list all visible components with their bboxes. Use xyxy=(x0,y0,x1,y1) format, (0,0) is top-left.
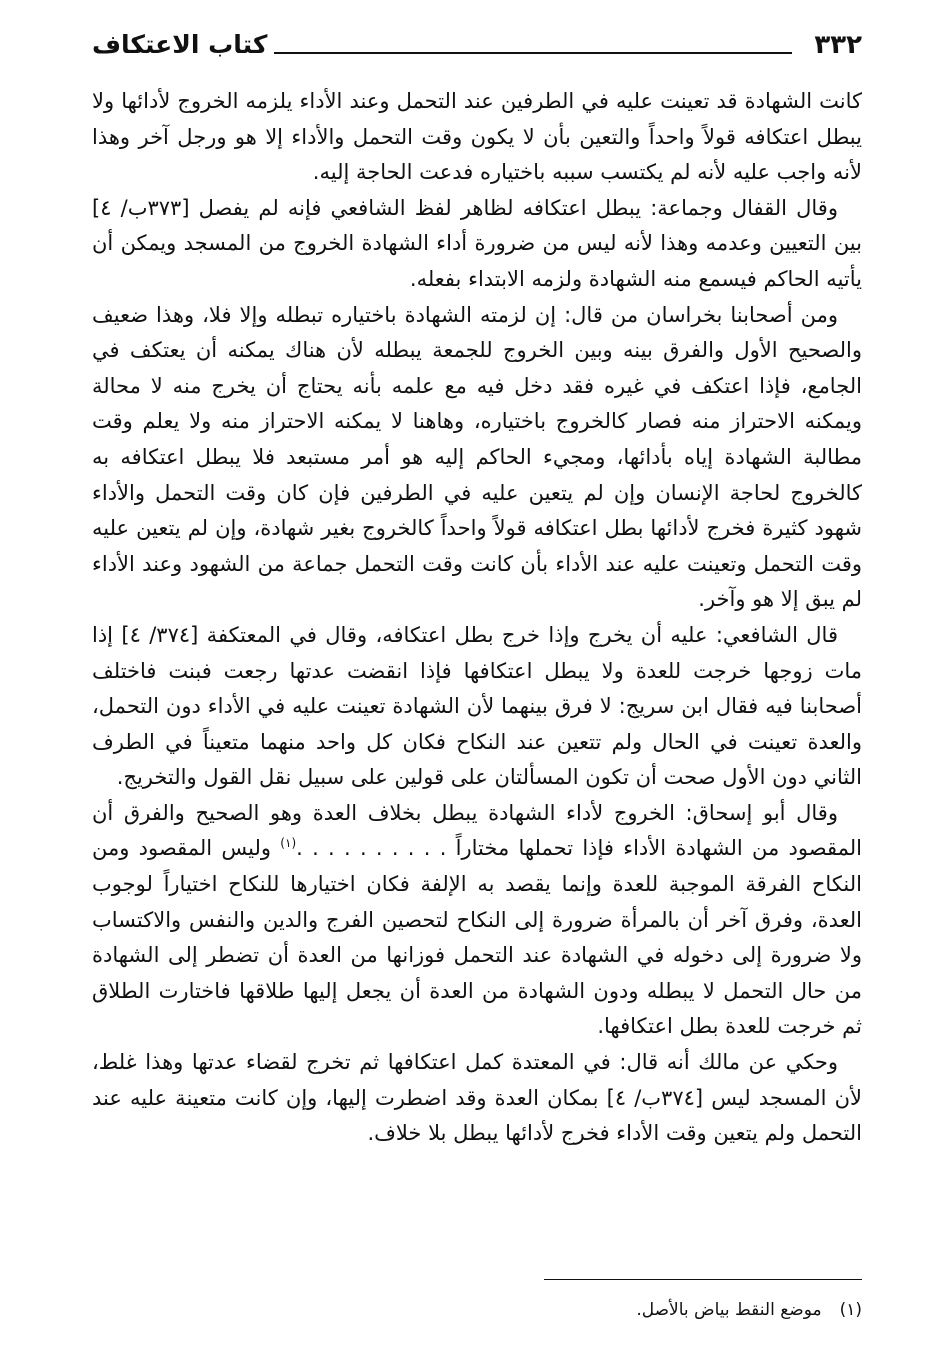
footnote xyxy=(92,1297,862,1323)
body-text xyxy=(92,84,862,1152)
paragraph: قال الشافعي: عليه أن يخرج وإذا خرج بطل اعتكافه، وقال في المعتكفة [٣٧٤/ ٤] إذا مات زوجها خرجت للعدة ولا يبطل اعتكافها فإذا انقضت عدتها رجعت فبنت فاختلف أصحابنا فيه فقال ابن سريج: لا فرق بينهما لأن الشهادة تعينت عليه في الأداء دون التحمل، والعدة تعينت في الحال ولم تتعين عند النكاح فكان كل واحد منهما متعيناً في الطرف الثاني دون الأول صحت أن تكون المسألتان على قولين على سبيل نقل القول والتخريج. xyxy=(92,622,862,790)
paragraph-with-gap xyxy=(92,796,862,1045)
book-title: كتاب الاعتكاف xyxy=(92,30,268,59)
footnote-ref: (١) xyxy=(280,836,297,851)
page-header xyxy=(92,26,862,70)
page-number: ٣٣٢ xyxy=(814,30,862,60)
paragraph: وقال القفال وجماعة: يبطل اعتكافه لظاهر لفظ الشافعي فإنه لم يفصل [٣٧٣ب/ ٤] بين التعيين وعدمه وهذا لأنه ليس من ضرورة أداء الشهادة الخروج من المسجد ويمكن أن يأتيه الحاكم فيسمع منه الشهادة ولزمه الابتداء بفعله. xyxy=(92,195,862,291)
paragraph: كانت الشهادة قد تعينت عليه في الطرفين عند التحمل وعند الأداء يلزمه الخروج لأدائها ولا يبطل اعتكافه قولاً واحداً والتعين بأن لا يكون وقت التحمل والأداء إلا هو ورجل آخر وهذا لأنه واجب عليه لأنه لم يكتسب سببه باختياره فدعت الحاجة إليه. xyxy=(92,89,862,185)
footnote-marker: (١) xyxy=(839,1300,862,1320)
gap-continuation: وليس المقصود xyxy=(138,836,272,861)
paragraph: ومن أصحابنا بخراسان من قال: إن لزمته الشهادة باختياره تبطله وإلا فلا، وهذا ضعيف والصحيح الأول والفرق بينه وبين الخروج للجمعة يبطله لأن هناك يمكنه أن يعتكف في الجامع، فإذا اعتكف في غيره فقد دخل فيه مع علمه بأنه يحتاج أن يخرج منه لا محالة ويمكنه الاحتراز منه فصار كالخروج باختياره، وهاهنا لا يمكنه الاحتراز منه ولا يعلم وقت مطالبة الشهادة إياه بأدائها، ومجيء الحاكم إليه هو أمر مستبعد فلا يبطل اعتكافه به كالخروج لحاجة الإنسان وإن لم يتعين عليه في الطرفين فإن كان وقت التحمل والأداء شهود كثيرة فخرج لأدائها بطل اعتكافه قولاً واحداً كالخروج بغير شهادة، وإن لم يتعين عليه وقت التحمل وتعينت عليه عند الأداء بأن كانت وقت التحمل جماعة من الشهود وعند الأداء لم يبق إلا هو وآخر. xyxy=(92,302,862,612)
header-rule xyxy=(274,52,792,54)
footnote-rule xyxy=(544,1279,862,1280)
gap-dots: . . . . . . . . . . xyxy=(296,836,447,861)
paragraph-text: ومن النكاح الفرقة الموجبة للعدة وإنما يقصد به الإلفة فكان اختيارها للنكاح اختياراً لوجوب العدة، وفرق آخر أن بالمرأة ضرورة إلى النكاح لتحصين الفرج والدين والنفس والاكتساب ولا ضرورة إلى دخوله في الشهادة عند التحمل فوزانها من العدة أن تضطر إلى الشهادة من حال التحمل لا يبطله ودون الشهادة من العدة أن يجعل إليها طلاقها فاختارت الطلاق ثم خرجت للعدة بطل اعتكافها. xyxy=(92,836,862,1039)
paragraph: وحكي عن مالك أنه قال: في المعتدة كمل اعتكافها ثم تخرج لقضاء عدتها وهذا غلط، لأن المسجد ليس [٣٧٤ب/ ٤] بمكان العدة وقد اضطرت إليها، وإن كانت متعينة عليه عند التحمل ولم يتعين وقت الأداء فخرج لأدائها يبطل بلا خلاف. xyxy=(92,1050,862,1146)
paragraph-text: وقال أبو إسحاق: الخروج لأداء الشهادة يبطل بخلاف العدة وهو الصحيح والفرق أن المقصود من الشهادة الأداء فإذا تحملها مختاراً xyxy=(92,800,862,861)
footnote-text: موضع النقط بياض بالأصل. xyxy=(636,1300,822,1320)
